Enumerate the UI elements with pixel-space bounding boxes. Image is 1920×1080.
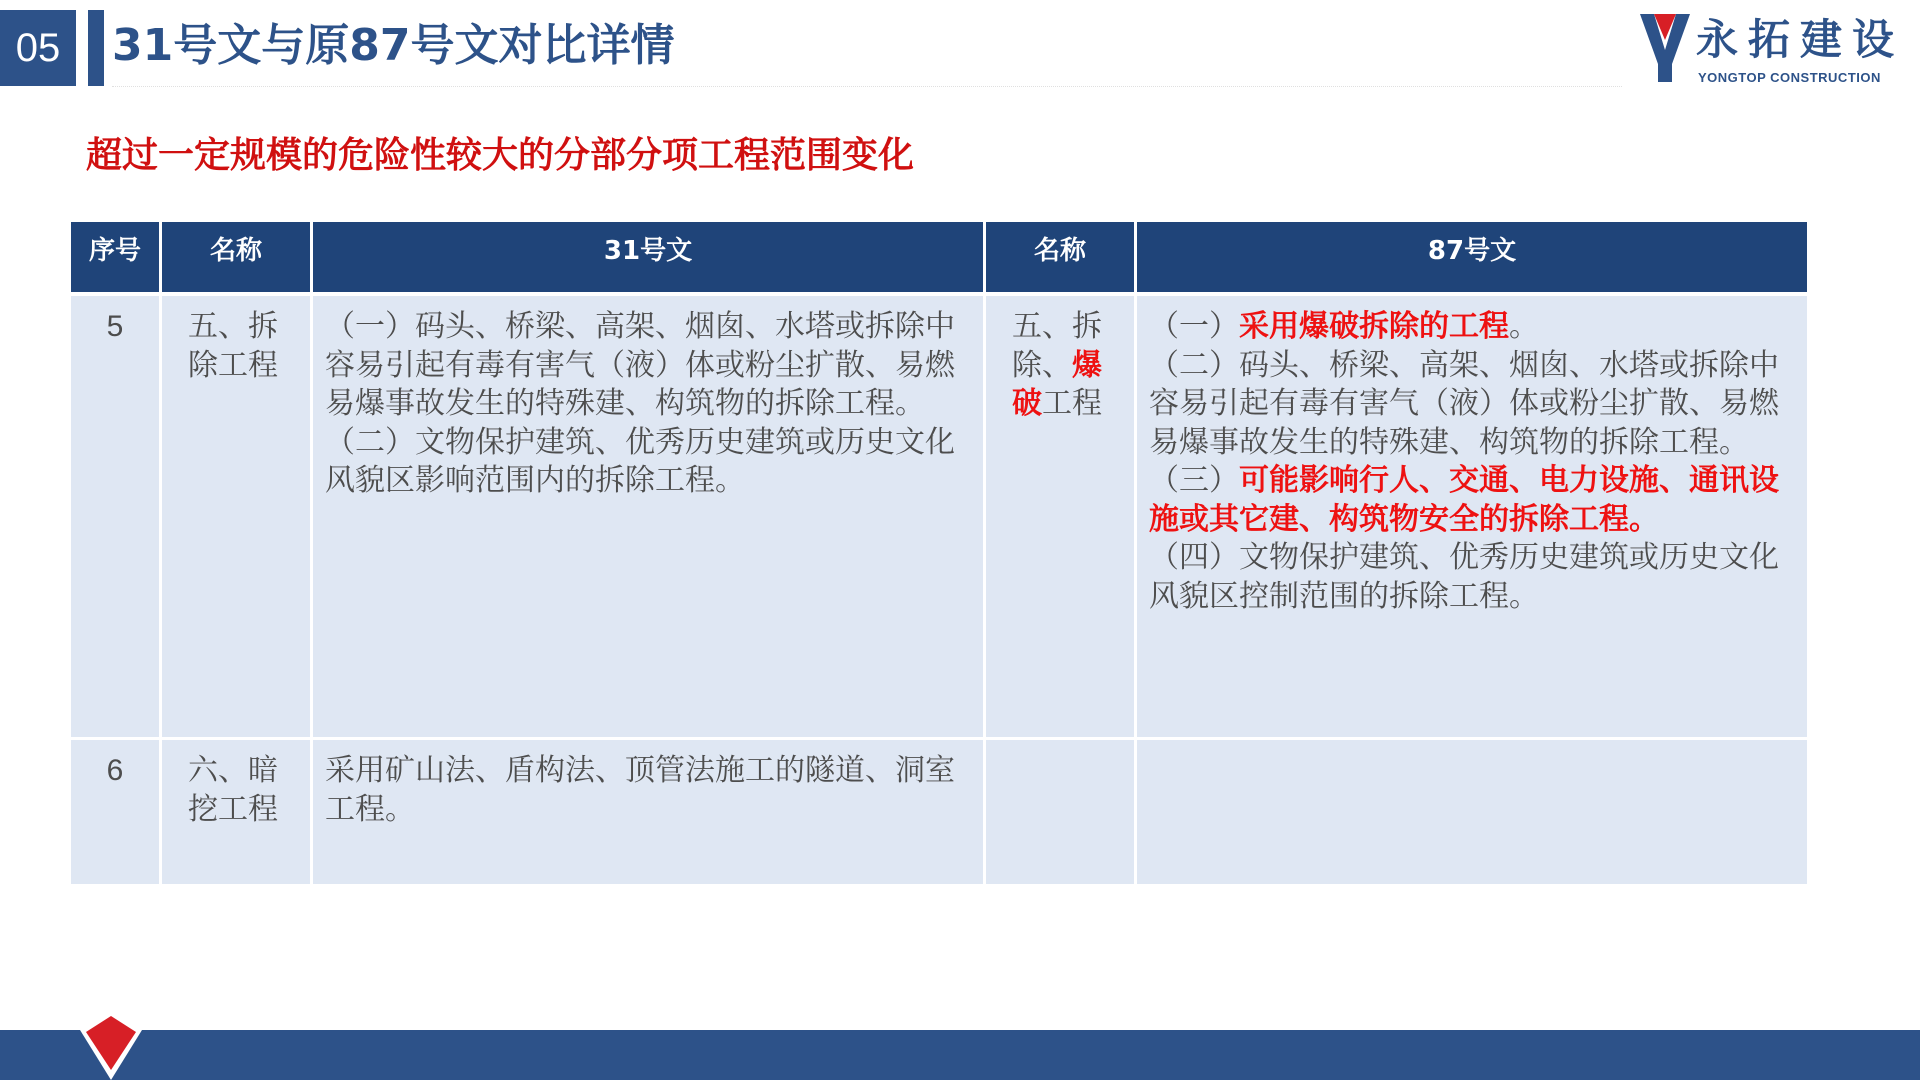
project-name-31: 五、拆除工程	[162, 296, 310, 740]
logo-name: 永拓建设	[1696, 15, 1905, 64]
project-name-87	[986, 740, 1134, 884]
doc31-item-2: （二）文物保护建筑、优秀历史建筑或历史文化风貌区影响范围内的拆除工程。	[325, 424, 955, 498]
doc31-content	[313, 296, 983, 740]
doc87-item-2: （二）码头、桥梁、高架、烟囱、水塔或拆除中容易引起有毒有害气（液）体或粉尘扩散、易燃易爆事故发生的特殊建、构筑物的拆除工程。	[1149, 347, 1779, 460]
section-subtitle: 超过一定规模的危险性较大的分部分项工程范围变化	[86, 135, 915, 176]
section-number: 05	[0, 10, 76, 86]
project-name-87: 五、拆除、爆破工程	[986, 296, 1134, 740]
header-name-87: 名称	[986, 222, 1134, 296]
row-number: 5	[71, 296, 159, 740]
row-number: 6	[71, 740, 159, 884]
header-divider	[112, 86, 1622, 87]
doc87-item-3: （三）可能影响行人、交通、电力设施、通讯设施或其它建、构筑物安全的拆除工程。	[1149, 463, 1779, 537]
header-name-31: 名称	[162, 222, 310, 296]
highlight-text: 可能影响行人、交通、电力设施、通讯设施或其它建、构筑物安全的拆除工程。	[1149, 463, 1779, 537]
comparison-table	[68, 222, 1810, 884]
table-header-row	[71, 222, 1807, 296]
doc87-content	[1137, 296, 1807, 740]
footer-logo-mark-icon	[80, 1010, 142, 1080]
table-row	[71, 740, 1807, 884]
table-row	[71, 296, 1807, 740]
title-accent-bar	[88, 10, 104, 86]
header-seq: 序号	[71, 222, 159, 296]
highlight-text: 采用爆破拆除的工程	[1239, 309, 1509, 344]
highlight-text: 爆破	[1012, 347, 1102, 421]
doc31-item-1: （一）码头、桥梁、高架、烟囱、水塔或拆除中容易引起有毒有害气（液）体或粉尘扩散、易燃易爆事故发生的特殊建、构筑物的拆除工程。	[325, 309, 955, 421]
header-doc-87: 87号文	[1137, 222, 1807, 296]
yongtop-logo-mark-icon	[1640, 10, 1690, 82]
header-doc-31: 31号文	[313, 222, 983, 296]
doc31-content: 采用矿山法、盾构法、顶管法施工的隧道、洞室工程。	[313, 740, 983, 884]
logo-subtitle: YONGTOP CONSTRUCTION	[1698, 70, 1881, 85]
footer-band	[0, 1030, 1920, 1080]
doc87-item-4: （四）文物保护建筑、优秀历史建筑或历史文化风貌区控制范围的拆除工程。	[1149, 540, 1779, 614]
page-title: 31号文与原87号文对比详情	[112, 20, 675, 71]
company-logo	[1640, 10, 1920, 86]
doc87-item-1: （一）采用爆破拆除的工程。	[1149, 309, 1539, 344]
doc87-content	[1137, 740, 1807, 884]
project-name-31: 六、暗挖工程	[162, 740, 310, 884]
